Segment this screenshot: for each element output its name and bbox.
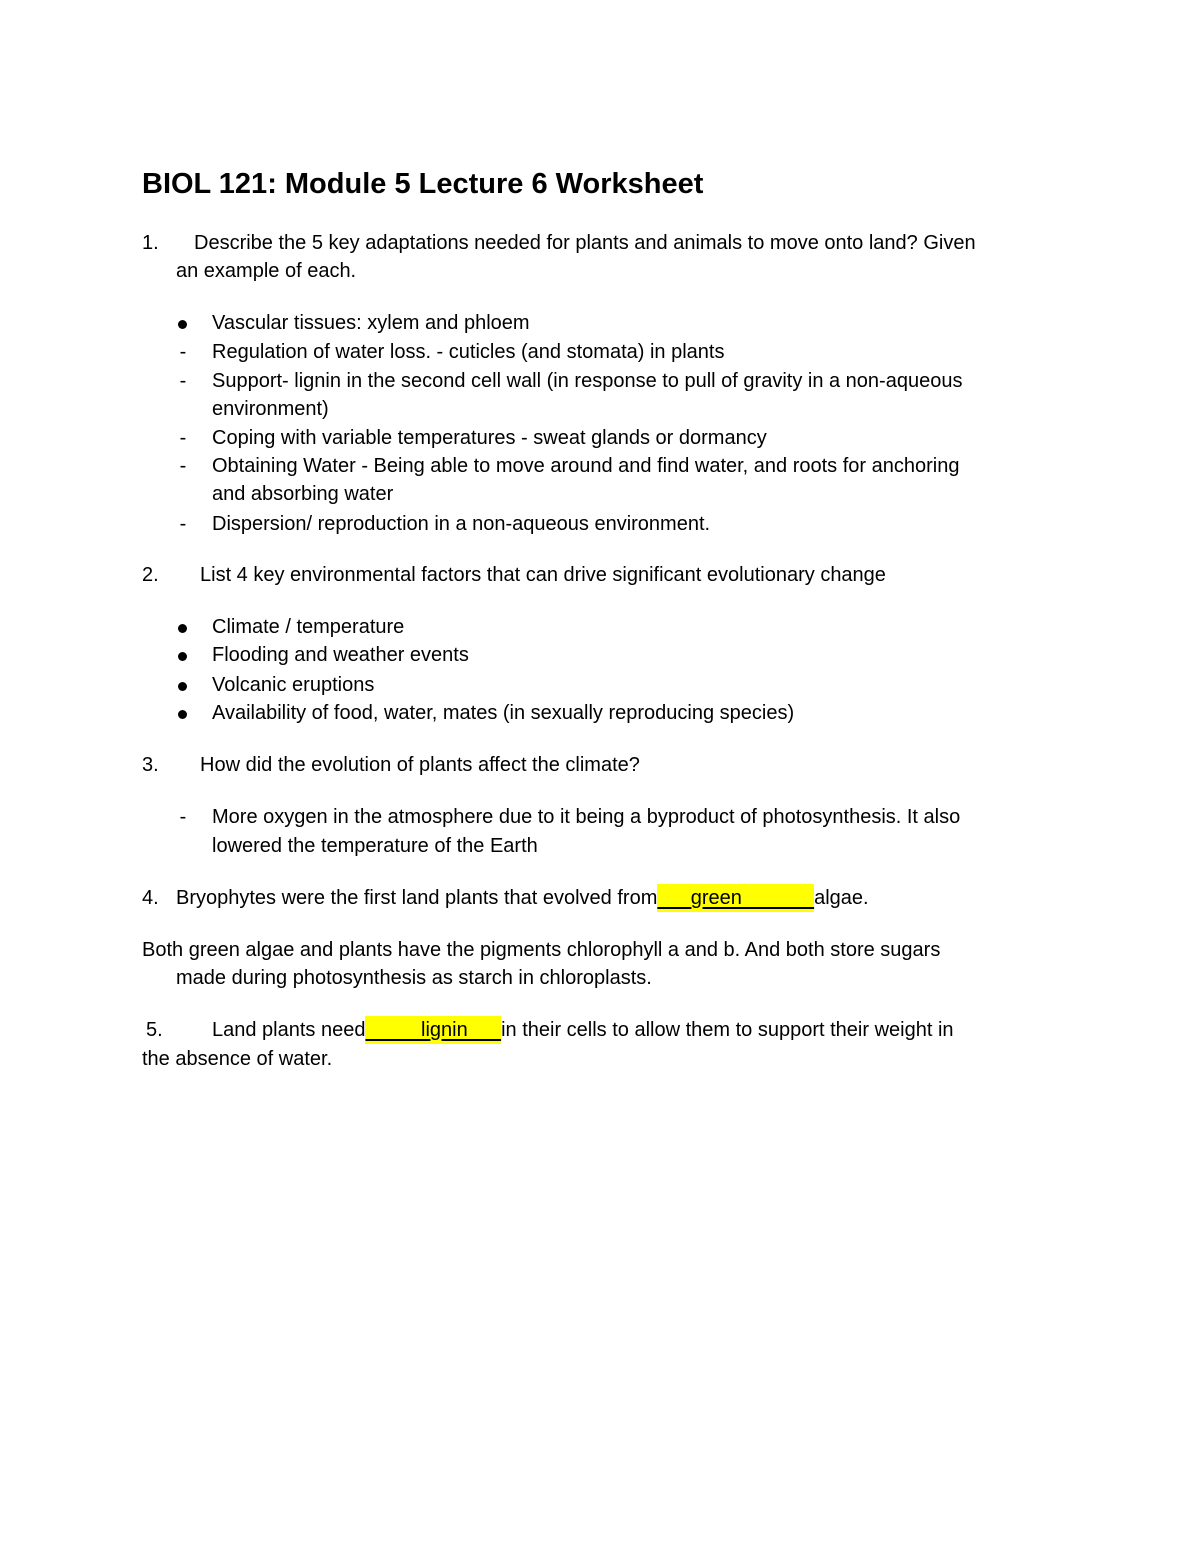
bullet-icon [178,682,187,691]
q4-note-cont: made during photosynthesis as starch in chloroplasts. [176,967,652,989]
dash-marker: - [179,806,187,828]
q1-answer-item-cont: and absorbing water [212,483,394,505]
q4-note: Both green algae and plants have the pigments chlorophyll a and b. And both store sugars [142,939,941,961]
dash-marker: - [179,513,187,535]
q1-answer-item-cont: environment) [212,398,329,420]
question-5-sentence [212,1016,954,1044]
q1-answer-item: Dispersion/ reproduction in a non-aqueous environment. [212,513,711,535]
question-5-text-end: in their cells to allow them to support their weight in [501,1019,954,1041]
q3-answer-cont: lowered the temperature of the Earth [212,835,538,857]
q4-blank-answer: green [657,884,814,912]
question-4-text-end: algae. [814,887,869,909]
q3-answer: More oxygen in the atmosphere due to it being a byproduct of photosynthesis. It also [212,806,961,828]
page-title: BIOL 121: Module 5 Lecture 6 Worksheet [142,168,704,200]
q2-answer-item: Availability of food, water, mates (in sexually reproducing species) [212,702,795,724]
q2-answer-item: Climate / temperature [212,616,405,638]
q5-blank-answer: lignin [365,1016,501,1044]
question-5-text-cont: the absence of water. [142,1048,333,1070]
question-3-number: 3. [142,754,159,776]
q1-answer-item: Support- lignin in the second cell wall (in response to pull of gravity in a non-aqueous [212,370,963,392]
q1-answer-item: Vascular tissues: xylem and phloem [212,312,530,334]
q1-answer-item: Regulation of water loss. - cuticles (and stomata) in plants [212,341,725,363]
dash-marker: - [179,370,187,392]
q1-answer-item: Obtaining Water - Being able to move around and find water, and roots for anchoring [212,455,960,477]
bullet-icon [178,320,187,329]
q2-answer-item: Flooding and weather events [212,644,469,666]
question-5-text: Land plants need [212,1019,366,1041]
q1-answer-item: Coping with variable temperatures - sweat glands or dormancy [212,427,767,449]
question-1-number: 1. [142,232,159,254]
question-1-text-cont: an example of each. [176,260,357,282]
bullet-icon [178,624,187,633]
dash-marker: - [179,427,187,449]
bullet-icon [178,710,187,719]
question-2-number: 2. [142,564,159,586]
question-4-text: Bryophytes were the first land plants that evolved from [176,887,658,909]
question-4-sentence [176,884,869,912]
question-3-text: How did the evolution of plants affect the climate? [200,754,640,776]
question-5-number: 5. [146,1019,163,1041]
question-4-number: 4. [142,887,159,909]
bullet-icon [178,652,187,661]
dash-marker: - [179,341,187,363]
question-1-text: Describe the 5 key adaptations needed for plants and animals to move onto land? Given [194,232,976,254]
dash-marker: - [179,455,187,477]
q2-answer-item: Volcanic eruptions [212,674,375,696]
question-2-text: List 4 key environmental factors that can drive significant evolutionary change [200,564,886,586]
